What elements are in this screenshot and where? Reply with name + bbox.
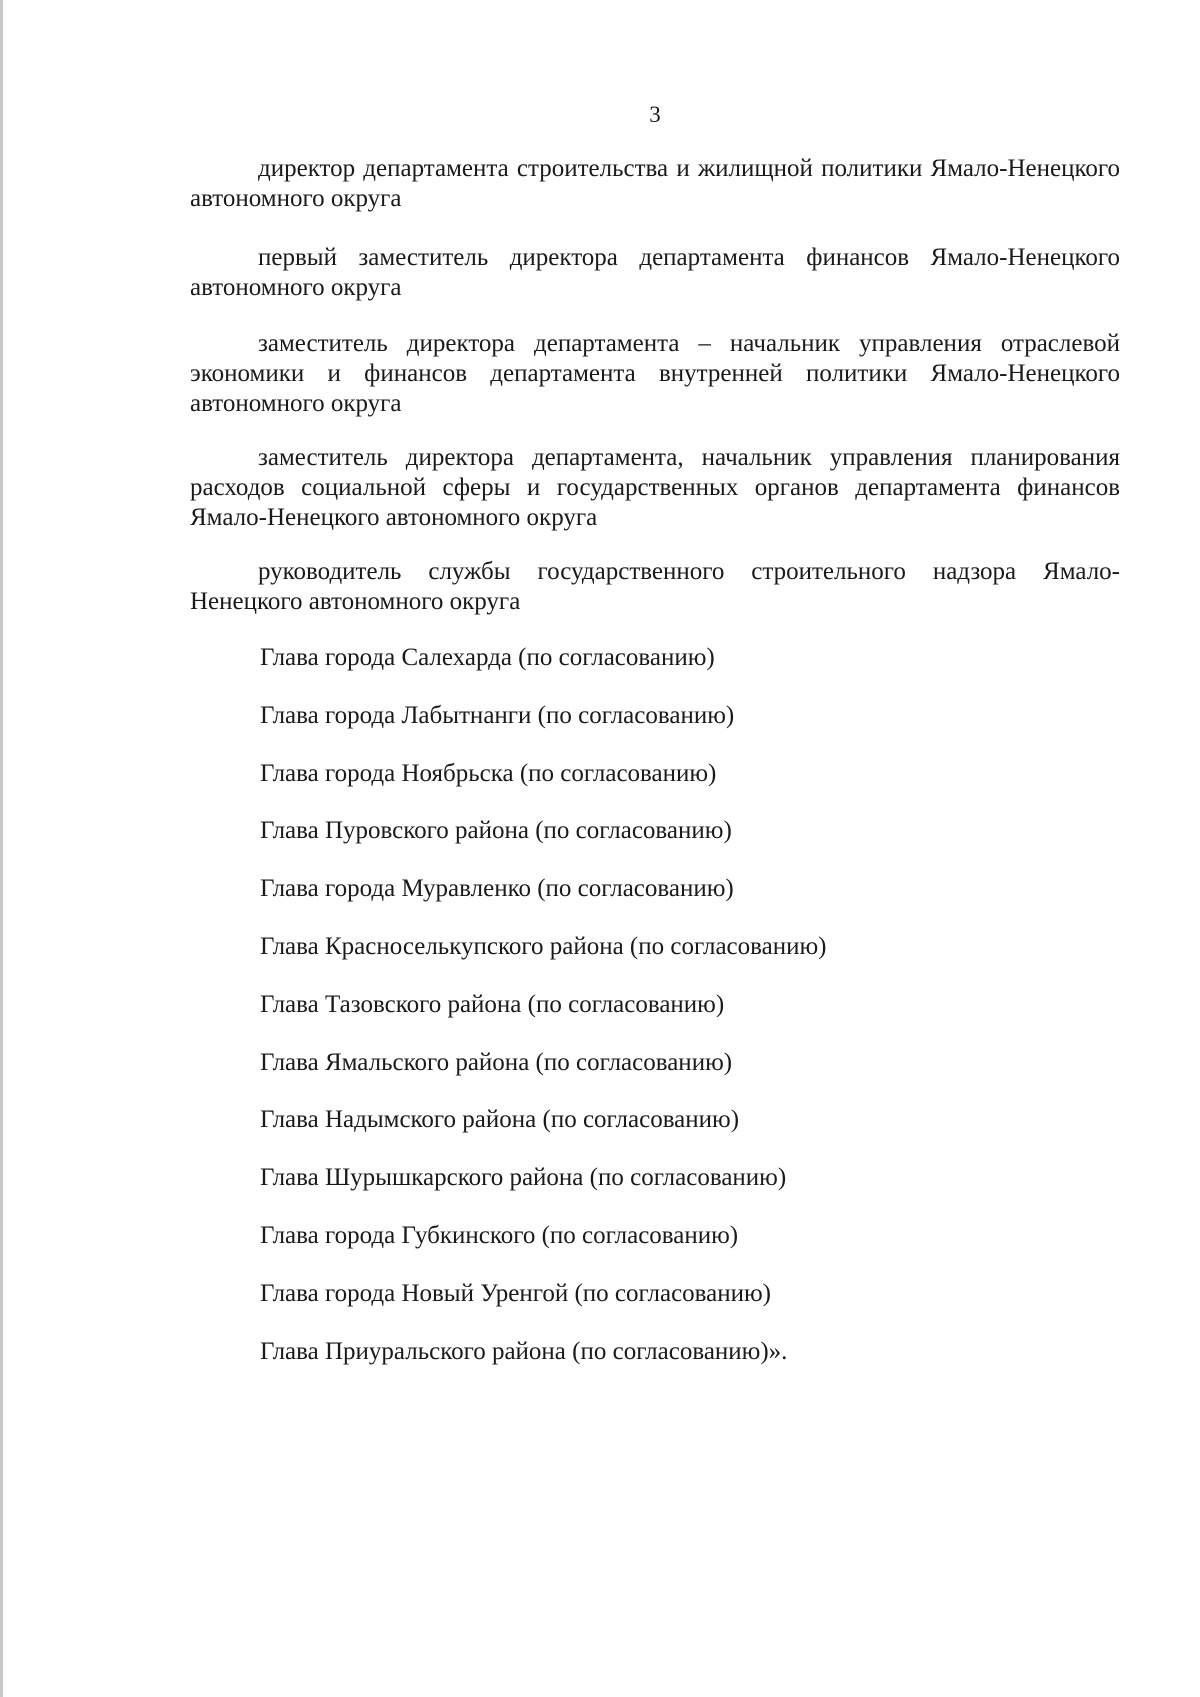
scan-edge <box>0 0 3 1697</box>
member-paragraph: директор департамента строительства и жилищной политики Ямало-Ненецкого автономного округа <box>190 155 1120 212</box>
list-item: Глава города Муравленко (по согласованию) <box>260 875 734 903</box>
list-item: Глава города Губкинского (по согласованию) <box>260 1221 739 1249</box>
list-item: Глава города Новый Уренгой (по согласованию) <box>260 1279 771 1307</box>
list-item: Глава Ямальского района (по согласованию) <box>260 1048 733 1076</box>
list-item: Глава города Лабытнанги (по согласованию) <box>260 701 735 729</box>
member-paragraph: заместитель директора департамента, начальник управления планирования расходов социальной сферы и государственных органов департамента финансов Ямало-Ненецкого автономного округа <box>190 444 1120 531</box>
member-paragraph: заместитель директора департамента – начальник управления отраслевой экономики и финансов департамента внутренней политики Ямало-Ненецкого автономного округа <box>190 330 1120 417</box>
member-paragraph: руководитель службы государственного строительного надзора Ямало-Ненецкого автономного округа <box>190 558 1120 615</box>
list-item: Глава Тазовского района (по согласованию) <box>260 990 725 1018</box>
list-item: Глава Приуральского района (по согласованию)». <box>260 1337 788 1365</box>
list-item: Глава Красноселькупского района (по согласованию) <box>260 932 827 960</box>
list-item: Глава города Салехарда (по согласованию) <box>260 644 715 671</box>
list-item: Глава Пуровского района (по согласованию) <box>260 817 732 845</box>
list-item: Глава Шурышкарского района (по согласованию) <box>260 1164 787 1192</box>
list-item: Глава города Ноябрьска (по согласованию) <box>260 759 717 787</box>
list-item: Глава Надымского района (по согласованию) <box>260 1106 740 1134</box>
page-number: 3 <box>649 102 661 127</box>
municipal-heads-list <box>260 643 1160 1394</box>
member-paragraph: первый заместитель директора департамента финансов Ямало-Ненецкого автономного округа <box>190 244 1120 301</box>
